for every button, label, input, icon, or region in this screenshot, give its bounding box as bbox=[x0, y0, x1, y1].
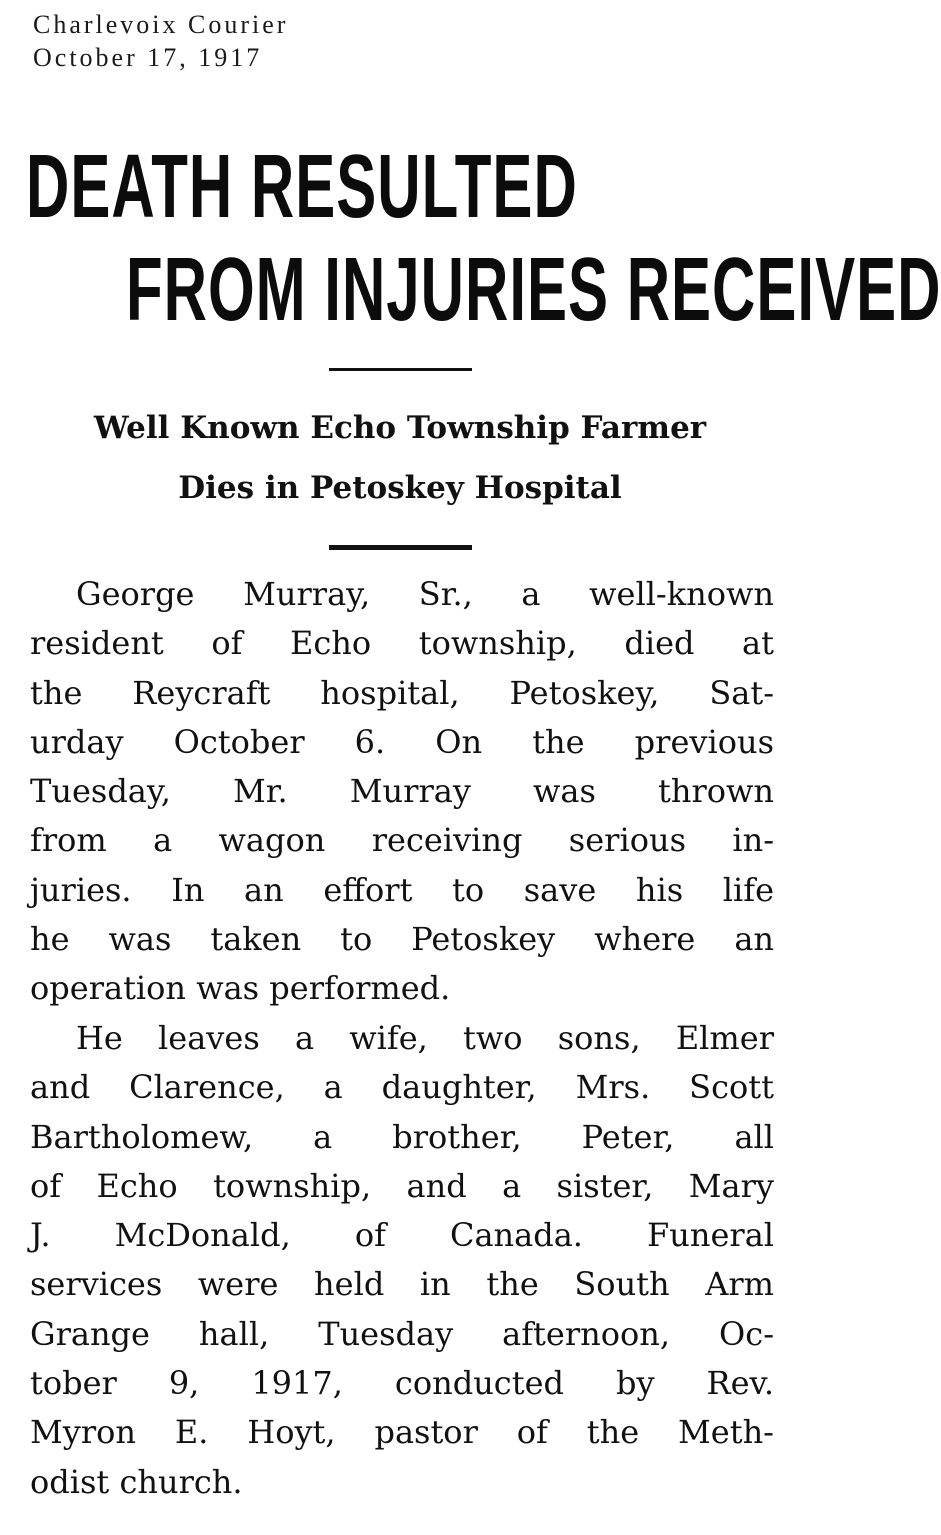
paragraph-line: juries. In an effort to save his life bbox=[30, 870, 774, 909]
paragraph-line: operation was performed. bbox=[30, 969, 451, 1008]
article-paragraph-1 bbox=[30, 570, 774, 1014]
paragraph-line: J. McDonald, of Canada. Funeral bbox=[30, 1216, 774, 1255]
divider-rule-top bbox=[329, 368, 472, 371]
paragraph-line: and Clarence, a daughter, Mrs. Scott bbox=[30, 1068, 774, 1107]
paragraph-line: Myron E. Hoyt, pastor of the Meth- bbox=[30, 1413, 774, 1452]
paragraph-line: services were held in the South Arm bbox=[30, 1265, 774, 1304]
publication-date: October 17, 1917 bbox=[33, 43, 263, 72]
publication-name: Charlevoix Courier bbox=[33, 10, 289, 39]
paragraph-line: odist church. bbox=[30, 1462, 243, 1501]
paragraph-line: Bartholomew, a brother, Peter, all bbox=[30, 1117, 774, 1156]
paragraph-line: Tuesday, Mr. Murray was thrown bbox=[30, 772, 774, 811]
paragraph-line: he was taken to Petoskey where an bbox=[30, 920, 774, 959]
headline-line-2: FROM INJURIES RECEIVED bbox=[126, 239, 941, 340]
paragraph-line: He leaves a wife, two sons, Elmer bbox=[76, 1019, 774, 1057]
paragraph-line: George Murray, Sr., a well-known bbox=[76, 575, 774, 613]
paragraph-line: tober 9, 1917, conducted by Rev. bbox=[30, 1364, 774, 1403]
paragraph-line: the Reycraft hospital, Petoskey, Sat- bbox=[30, 673, 774, 712]
paragraph-line: Grange hall, Tuesday afternoon, Oc- bbox=[30, 1314, 774, 1353]
headline-line-1: DEATH RESULTED bbox=[26, 136, 578, 237]
source-citation bbox=[33, 8, 288, 74]
paragraph-line: from a wagon receiving serious in- bbox=[30, 821, 774, 860]
subheadline-line-2: Dies in Petoskey Hospital bbox=[178, 470, 622, 506]
paragraph-line: resident of Echo township, died at bbox=[30, 624, 774, 663]
article-paragraph-2 bbox=[30, 1014, 774, 1507]
divider-rule-bottom bbox=[329, 545, 472, 550]
paragraph-line: urday October 6. On the previous bbox=[30, 722, 774, 761]
subheadline-line-1: Well Known Echo Township Farmer bbox=[93, 410, 707, 446]
paragraph-line: of Echo township, and a sister, Mary bbox=[30, 1166, 774, 1205]
